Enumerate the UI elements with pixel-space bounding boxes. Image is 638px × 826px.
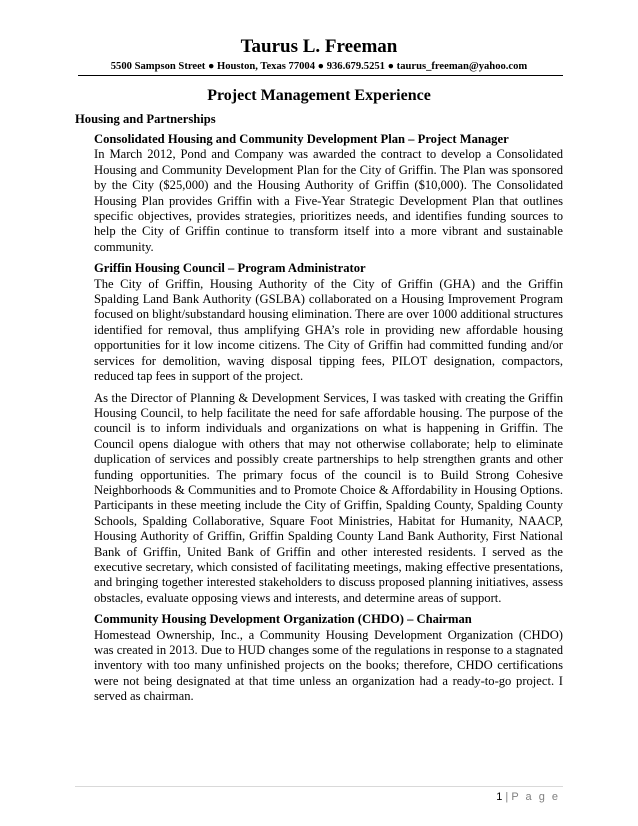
footer-separator: | [505,791,509,803]
experience-list [94,132,563,711]
header-divider [78,75,563,76]
experience-entry [94,261,563,606]
page-footer [496,790,560,804]
entry-title: Community Housing Development Organization (CHDO) – Chairman [94,612,472,627]
entry-paragraph: The City of Griffin, Housing Authority of the City of Griffin (GHA) and the Griffin Spalding Land Bank Authority (GSLBA) collaborated on a Housing Improvement Program focused on blight/substandard housing elimination. There are over 1000 additional structures identified for removal, thus amplifying GHA’s role in providing new affordable housing opportunities for it low income citizens. The City of Griffin had committed funding and/or services for demolition, waving disposal tipping fees, PILOT designation, compactors, reduced tap fees in support of the project. [94,276,563,384]
entry-title: Griffin Housing Council – Program Administrator [94,261,366,276]
footer-divider [75,786,563,787]
section-title: Project Management Experience [207,87,431,104]
page-label: P a g e [511,791,560,803]
category-heading: Housing and Partnerships [75,112,216,126]
entry-paragraph: As the Director of Planning & Development Services, I was tasked with creating the Griffin Housing Council, to help facilitate the need for safe affordable housing. The purpose of the council is to inform individuals and organizations on what is happening in Griffin. The Council opens dialogue with others that may not otherwise collaborate; help to eliminate duplication of services and possibly create partnerships to help strengthen grants and other funding opportunities. The primary focus of the council is to Build Strong Cohesive Neighborhoods & Communities and to Promote Choice & Affordability in Housing Options. Participants in these meeting include the City of Griffin, Spalding County, Spalding County Schools, Spalding Collaborative, Square Foot Ministries, Habitat for Humanity, NAACP, Housing Authority of Griffin, Griffin Spalding County Land Bank Authority, First National Bank of Griffin, United Bank of Griffin and other interested residents. I served as the executive secretary, which consisted of facilitating meetings, making effective presentations, and bringing together interested stakeholders to discuss proposed planning initiatives, assess obstacles, evaluate opposing views and interests, and determine areas of support. [94,390,563,605]
entry-title: Consolidated Housing and Community Development Plan – Project Manager [94,132,509,146]
applicant-name: Taurus L. Freeman [240,36,398,57]
page-number: 1 [496,791,503,803]
experience-entry [94,612,563,704]
experience-entry [94,132,563,255]
entry-paragraph: In March 2012, Pond and Company was awarded the contract to develop a Consolidated Housing and Community Development Plan for the City of Griffin. The Plan was sponsored by the City ($25,000) and the Housing Authority of Griffin ($10,000). The Consolidated Housing Plan provides Griffin with a Five-Year Strategic Development Plan that outlines specific objectives, provides strategies, prioritizes needs, and identifies funding sources to help the City of Griffin continue to transform itself into a more vibrant and sustainable community. [94,147,563,254]
entry-paragraph: Homestead Ownership, Inc., a Community Housing Development Organization (CHDO) was created in 2013. Due to HUD changes some of the regulations in response to a stagnated inventory with too many unfinished projects on the books; therefore, CHDO certifications were not being designated at that time unless an organization had a ready-to-go project. I served as chairman. [94,627,563,704]
contact-info: 5500 Sampson Street ● Houston, Texas 77004 ● 936.679.5251 ● taurus_freeman@yahoo.com [110,61,528,72]
